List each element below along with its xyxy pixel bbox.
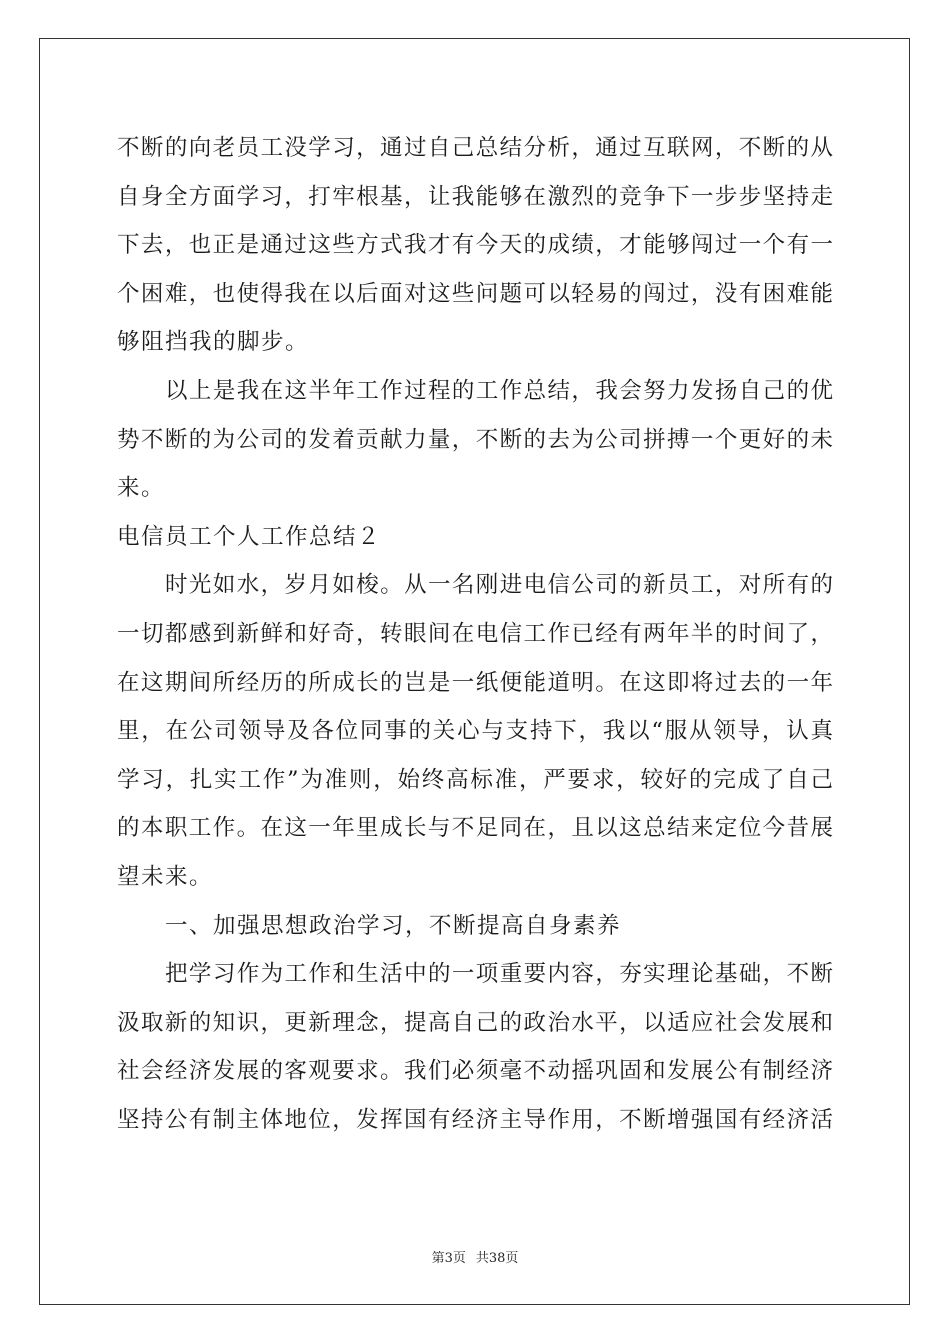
text-line: 个困难，也使得我在以后面对这些问题可以轻易的闯过，没有困难能 xyxy=(117,280,833,307)
text-line: 坚持公有制主体地位，发挥国有经济主导作用，不断增强国有经济活 xyxy=(117,1106,833,1133)
text-line: 下去，也正是通过这些方式我才有今天的成绩，才能够闯过一个有一 xyxy=(117,232,833,259)
page-total: 共38页 xyxy=(475,1251,519,1266)
section-title: 电信员工个人工作总结２ xyxy=(117,523,382,550)
text-line: 的本职工作。在这一年里成长与不足同在，且以这总结来定位今昔展 xyxy=(117,815,833,842)
text-line: 自身全方面学习，打牢根基，让我能够在激烈的竞争下一步步坚持走 xyxy=(117,183,833,210)
page-footer xyxy=(0,1247,950,1266)
text-line: 时光如水，岁月如梭。从一名刚进电信公司的新员工，对所有的 xyxy=(165,572,833,599)
text-line: 里，在公司领导及各位同事的关心与支持下，我以“服从领导，认真 xyxy=(117,718,833,745)
text-line: 势不断的为公司的发着贡献力量，不断的去为公司拼搏一个更好的未 xyxy=(117,426,833,453)
text-line: 来。 xyxy=(117,475,166,502)
text-line: 把学习作为工作和生活中的一项重要内容，夯实理论基础，不断 xyxy=(165,961,833,988)
text-line: 不断的向老员工没学习，通过自己总结分析，通过互联网，不断的从 xyxy=(117,135,833,161)
text-line: 在这期间所经历的所成长的岂是一纸便能道明。在这即将过去的一年 xyxy=(117,669,833,696)
text-line: 一切都感到新鲜和好奇，转眼间在电信工作已经有两年半的时间了， xyxy=(117,620,833,647)
page-number: 第3页 xyxy=(431,1251,466,1266)
subsection-heading: 一、加强思想政治学习，不断提高自身素养 xyxy=(165,912,622,939)
text-line: 够阻挡我的脚步。 xyxy=(117,329,310,356)
text-line: 以上是我在这半年工作过程的工作总结，我会努力发扬自己的优 xyxy=(165,377,833,404)
text-line: 汲取新的知识，更新理念，提高自己的政治水平，以适应社会发展和 xyxy=(117,1009,833,1036)
text-line: 望未来。 xyxy=(117,863,214,890)
text-line: 社会经济发展的客观要求。我们必须毫不动摇巩固和发展公有制经济 xyxy=(117,1058,833,1085)
text-line: 学习，扎实工作”为准则，始终高标准，严要求，较好的完成了自己 xyxy=(117,766,833,793)
document-body xyxy=(117,124,833,1144)
